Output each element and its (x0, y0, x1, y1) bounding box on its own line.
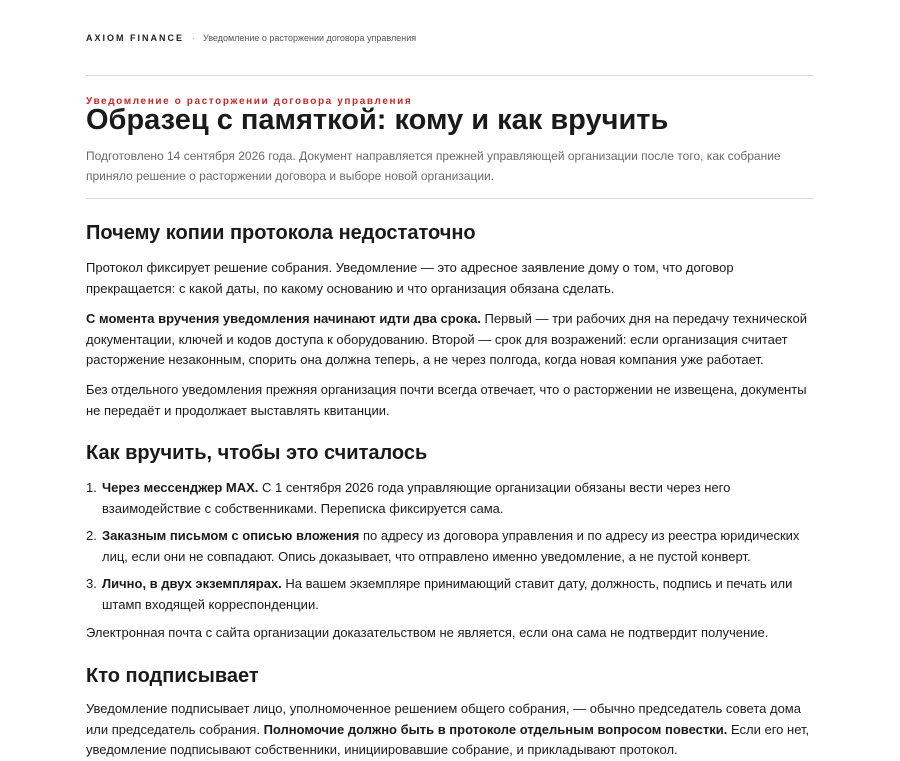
top-bar (86, 0, 814, 76)
section-heading-signatory: Кто подписывает (86, 665, 259, 687)
list-item (86, 478, 814, 519)
list-item (86, 526, 814, 567)
emphasis: С момента вручения уведомления начинают идти два срока. (86, 311, 481, 326)
paragraph: Без отдельного уведомления прежняя организация почти всегда отвечает, что о расторжении не извещена, документы не передаёт и продолжает выставлять квитанции. (86, 382, 807, 418)
list-item-text: На вашем экземпляре принимающий ставит дату, должность, подпись и печать или штамп входящей корреспонденции. (102, 576, 793, 612)
list-number: 1. (86, 480, 97, 495)
paragraph-text: Если его нет, уведомление подписывают собственники, инициировавшие собрание, и прикладывают протокол. (86, 721, 810, 757)
page-title: Образец с памяткой: кому и как вручить (86, 104, 669, 136)
list-item (86, 574, 814, 615)
list-number: 2. (86, 528, 97, 543)
content-column (86, 0, 814, 757)
divider (86, 198, 814, 199)
brand-logo[interactable]: AXIOM FINANCE (86, 32, 184, 43)
list-number: 3. (86, 576, 97, 591)
paragraph: Протокол фиксирует решение собрания. Уведомление — это адресное заявление дому о том, что договор прекращается: с какой даты, по какому основанию и что организация обязана сделать. (86, 260, 734, 296)
section-heading-delivery: Как вручить, чтобы это считалось (86, 442, 428, 464)
list-item-title: Лично, в двух экземплярах. (102, 576, 282, 591)
list-item-text: С 1 сентября 2026 года управляющие организации обязаны вести через него взаимодействие с собственниками. Переписка фиксируется сама. (102, 480, 731, 516)
breadcrumb[interactable]: Уведомление о расторжении договора управления (203, 32, 417, 43)
section-heading-protocol: Почему копии протокола недостаточно (86, 222, 476, 244)
list-item-text: по адресу из договора управления и по адресу из реестра юридических лиц, если они не совпадают. Опись доказывает, что отправлено именно уведомление, а не пустой конверт. (102, 528, 800, 564)
paragraph: Электронная почта с сайта организации доказательством не является, если она сама не подтвердит получение. (86, 625, 769, 640)
paragraph-text: Первый — три рабочих дня на передачу технической документации, ключей и кодов доступа к оборудованию. Второй — срок для возражений: если организация считает расторжение незаконным, спорить она должна теперь, а не через полгода, когда новая компания уже работает. (86, 311, 807, 367)
breadcrumb-separator: · (192, 32, 195, 43)
list-item-title: Заказным письмом с описью вложения (102, 528, 360, 543)
list-item-title: Через мессенджер MAX. (102, 480, 259, 495)
paragraph (86, 309, 814, 371)
article-lede: Подготовлено 14 сентября 2026 года. Документ направляется прежней управляющей организации после того, как собрание приняло решение о расторжении договора и выборе новой организации. (86, 149, 781, 183)
emphasis: Полномочие должно быть в протоколе отдельным вопросом повестки. (263, 721, 728, 737)
article-kicker: Уведомление о расторжении договора управления (86, 96, 413, 107)
paragraph-text: Уведомление подписывает лицо, уполномоченное решением общего собрания, — обычно председатель совета дома или председатель собрания. (86, 701, 801, 737)
paragraph (86, 699, 814, 761)
